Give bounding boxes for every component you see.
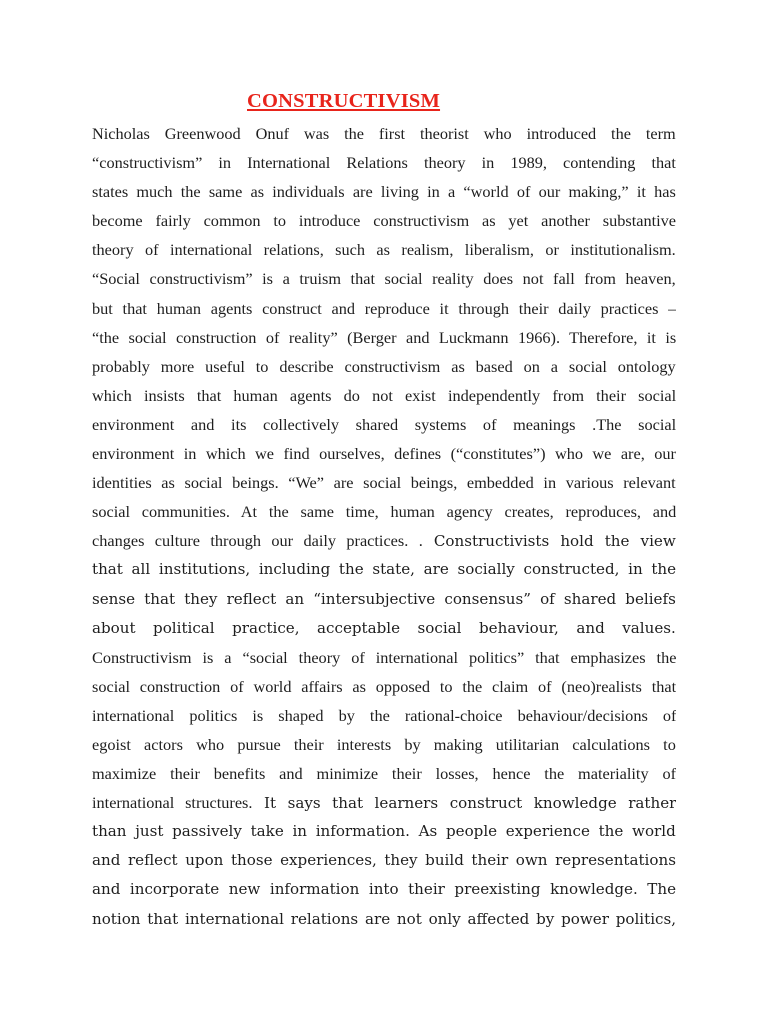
text-line-segment: maximize their benefits and minimize their losses, hence the materiality of [92, 764, 676, 784]
text-line [92, 555, 676, 584]
text-line-segment: egoist actors who pursue their interests by making utilitarian calculations to [92, 734, 676, 754]
text-line [92, 294, 676, 323]
text-line-segment: and incorporate new information into their preexisting knowledge. The [92, 880, 676, 899]
text-line-segment: Constructivism is a “social theory of international politics” that emphasizes the [92, 647, 676, 667]
text-line-segment: but that human agents construct and reproduce it through their daily practices – [92, 298, 676, 318]
text-line [92, 759, 676, 788]
text-line-segment: notion that international relations are not only affected by power politics, [92, 909, 676, 928]
text-line [92, 148, 676, 177]
text-line [92, 206, 676, 235]
text-line [92, 905, 676, 934]
text-line [92, 788, 676, 817]
text-line-segment: “Social constructivism” is a truism that social reality does not fall from heaven, [92, 269, 676, 289]
text-line-segment: and reflect upon those experiences, they build their own representations [92, 851, 676, 870]
text-line-segment: states much the same as individuals are living in a “world of our making,” it has [92, 182, 676, 202]
text-line [92, 875, 676, 904]
text-line-segment: identities as social beings. “We” are social beings, embedded in various relevant [92, 473, 676, 493]
text-line-segment: changes culture through our daily practices. . [92, 531, 423, 551]
text-line-segment: “constructivism” in International Relations theory in 1989, contending that [92, 153, 676, 173]
text-line-segment: social construction of world affairs as opposed to the claim of (neo)realists that [92, 676, 676, 696]
text-line [92, 614, 676, 643]
text-line [92, 264, 676, 293]
text-line [92, 846, 676, 875]
text-line [92, 526, 676, 555]
text-line [92, 497, 676, 526]
text-line [92, 352, 676, 381]
text-line-segment: international politics is shaped by the rational-choice behaviour/decisions of [92, 705, 676, 725]
text-line-segment: environment in which we find ourselves, defines (“constitutes”) who we are, our [92, 444, 676, 464]
text-line [92, 643, 676, 672]
text-line-segment: probably more useful to describe constructivism as based on a social ontology [92, 356, 676, 376]
text-line-segment: than just passively take in information. As people experience the world [92, 822, 676, 841]
text-line [92, 701, 676, 730]
body-paragraph [92, 119, 676, 934]
text-line [92, 119, 676, 148]
text-line [92, 323, 676, 352]
text-line-segment: about political practice, acceptable social behaviour, and values. [92, 618, 676, 637]
text-line [92, 817, 676, 846]
text-line [92, 235, 676, 264]
text-line-segment: become fairly common to introduce constructivism as yet another substantive [92, 211, 676, 231]
text-line [92, 468, 676, 497]
text-line-segment: “the social construction of reality” (Berger and Luckmann 1966). Therefore, it is [92, 327, 676, 347]
text-line [92, 410, 676, 439]
text-line [92, 177, 676, 206]
text-line [92, 585, 676, 614]
text-line-segment: social communities. At the same time, human agency creates, reproduces, and [92, 502, 676, 522]
text-line-segment: which insists that human agents do not exist independently from their social [92, 385, 676, 405]
text-line-segment: Nicholas Greenwood Onuf was the first theorist who introduced the term [92, 124, 676, 143]
text-line [92, 730, 676, 759]
text-line-segment: sense that they reflect an “intersubjective consensus” of shared beliefs [92, 589, 676, 608]
document-title: CONSTRUCTIVISM [247, 90, 441, 112]
text-line-segment: It says that learners construct knowledge rather [252, 794, 676, 813]
text-line [92, 381, 676, 410]
text-line-segment: Constructivists hold the view [422, 532, 676, 551]
text-line [92, 439, 676, 468]
text-line-segment: environment and its collectively shared systems of meanings .The social [92, 414, 676, 434]
text-line-segment: that all institutions, including the state, are socially constructed, in the [92, 560, 676, 579]
text-line-segment: theory of international relations, such as realism, liberalism, or institutionalism. [92, 240, 676, 260]
text-line [92, 672, 676, 701]
text-line-segment: international structures. [92, 793, 253, 813]
